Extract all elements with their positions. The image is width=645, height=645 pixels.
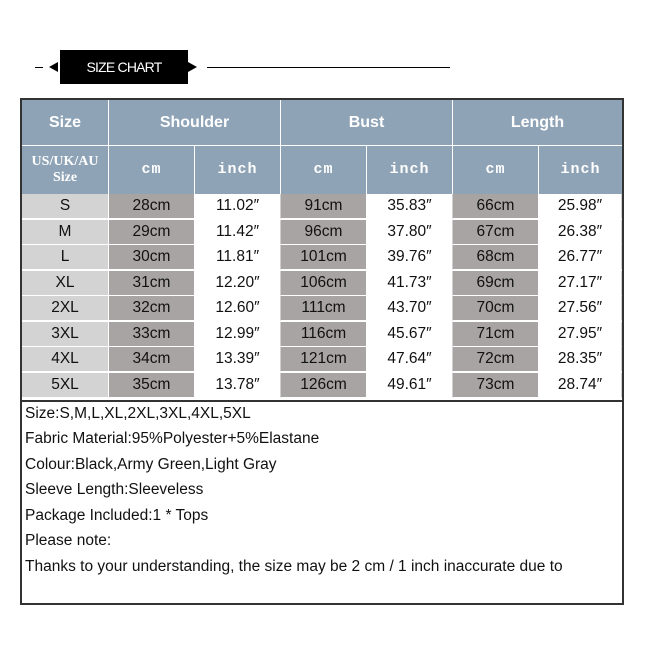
cell-shoulder-cm: 30cm xyxy=(109,245,195,270)
subheader-shoulder-inch: inch xyxy=(195,146,281,194)
cell-bust-in: 35.83″ xyxy=(367,194,453,219)
cell-length-cm: 70cm xyxy=(453,296,539,321)
cell-length-in: 25.98″ xyxy=(539,194,622,219)
banner-rule xyxy=(207,67,450,68)
size-table xyxy=(20,98,624,605)
subheader-size: US/UK/AU Size xyxy=(22,146,109,194)
cell-size: 3XL xyxy=(22,322,109,347)
cell-shoulder-cm: 32cm xyxy=(109,296,195,321)
note-sleeve: Sleeve Length:Sleeveless xyxy=(25,481,204,498)
cell-shoulder-cm: 28cm xyxy=(109,194,195,219)
cell-bust-cm: 106cm xyxy=(281,271,367,296)
note-accuracy: Thanks to your understanding, the size may be 2 cm / 1 inch inaccurate due to xyxy=(25,558,563,575)
note-sizes: Size:S,M,L,XL,2XL,3XL,4XL,5XL xyxy=(25,405,251,422)
table-row xyxy=(22,220,622,245)
cell-bust-cm: 126cm xyxy=(281,373,367,398)
cell-bust-in: 47.64″ xyxy=(367,347,453,372)
cell-bust-in: 39.76″ xyxy=(367,245,453,270)
cell-size: 5XL xyxy=(22,373,109,398)
table-unit-header-row xyxy=(22,146,622,194)
cell-bust-in: 41.73″ xyxy=(367,271,453,296)
cell-shoulder-cm: 33cm xyxy=(109,322,195,347)
note-colour: Colour:Black,Army Green,Light Gray xyxy=(25,456,277,473)
header-bust: Bust xyxy=(281,100,453,146)
banner-right-arrow xyxy=(188,62,197,72)
subheader-length-cm: cm xyxy=(453,146,539,194)
subheader-bust-cm: cm xyxy=(281,146,367,194)
cell-shoulder-in: 11.02″ xyxy=(195,194,281,219)
cell-size: M xyxy=(22,220,109,245)
header-size: Size xyxy=(22,100,109,146)
cell-bust-cm: 101cm xyxy=(281,245,367,270)
header-length: Length xyxy=(453,100,622,146)
cell-bust-cm: 111cm xyxy=(281,296,367,321)
cell-length-cm: 73cm xyxy=(453,373,539,398)
note-fabric: Fabric Material:95%Polyester+5%Elastane xyxy=(25,430,320,447)
cell-length-cm: 71cm xyxy=(453,322,539,347)
cell-length-cm: 69cm xyxy=(453,271,539,296)
cell-size: 4XL xyxy=(22,347,109,372)
cell-shoulder-in: 12.60″ xyxy=(195,296,281,321)
cell-shoulder-in: 13.78″ xyxy=(195,373,281,398)
cell-length-cm: 72cm xyxy=(453,347,539,372)
table-row xyxy=(22,296,622,321)
cell-length-in: 28.74″ xyxy=(539,373,622,398)
size-chart-banner xyxy=(0,0,645,95)
table-row xyxy=(22,194,622,219)
cell-size: 2XL xyxy=(22,296,109,321)
table-row xyxy=(22,245,622,270)
note-please: Please note: xyxy=(25,532,112,549)
cell-size: S xyxy=(22,194,109,219)
cell-shoulder-in: 11.81″ xyxy=(195,245,281,270)
header-shoulder: Shoulder xyxy=(109,100,281,146)
cell-length-in: 27.56″ xyxy=(539,296,622,321)
table-row xyxy=(22,271,622,296)
cell-length-cm: 68cm xyxy=(453,245,539,270)
cell-length-cm: 67cm xyxy=(453,220,539,245)
cell-bust-in: 37.80″ xyxy=(367,220,453,245)
cell-length-cm: 66cm xyxy=(453,194,539,219)
cell-bust-in: 49.61″ xyxy=(367,373,453,398)
cell-shoulder-cm: 29cm xyxy=(109,220,195,245)
cell-length-in: 27.95″ xyxy=(539,322,622,347)
banner-dash xyxy=(35,67,43,68)
table-group-header-row xyxy=(22,100,622,146)
cell-length-in: 27.17″ xyxy=(539,271,622,296)
cell-bust-in: 43.70″ xyxy=(367,296,453,321)
banner-label: SIZE CHART xyxy=(60,50,188,84)
subheader-length-inch: inch xyxy=(560,161,601,178)
cell-length-in: 28.35″ xyxy=(539,347,622,372)
cell-shoulder-cm: 31cm xyxy=(109,271,195,296)
subheader-shoulder-cm: cm xyxy=(109,146,195,194)
cell-shoulder-cm: 35cm xyxy=(109,373,195,398)
note-package: Package Included:1 * Tops xyxy=(25,507,209,524)
cell-shoulder-in: 12.20″ xyxy=(195,271,281,296)
table-row xyxy=(22,322,622,347)
cell-length-in: 26.38″ xyxy=(539,220,622,245)
banner-left-arrow xyxy=(49,62,58,72)
cell-size: XL xyxy=(22,271,109,296)
cell-bust-cm: 121cm xyxy=(281,347,367,372)
cell-length-in: 26.77″ xyxy=(539,245,622,270)
cell-shoulder-cm: 34cm xyxy=(109,347,195,372)
cell-size: L xyxy=(22,245,109,270)
cell-shoulder-in: 12.99″ xyxy=(195,322,281,347)
cell-bust-in: 45.67″ xyxy=(367,322,453,347)
cell-shoulder-in: 11.42″ xyxy=(195,220,281,245)
cell-shoulder-in: 13.39″ xyxy=(195,347,281,372)
subheader-bust-inch: inch xyxy=(367,146,453,194)
product-notes xyxy=(22,400,622,575)
cell-bust-cm: 116cm xyxy=(281,322,367,347)
table-row xyxy=(22,373,622,398)
cell-bust-cm: 91cm xyxy=(281,194,367,219)
table-row xyxy=(22,347,622,372)
cell-bust-cm: 96cm xyxy=(281,220,367,245)
